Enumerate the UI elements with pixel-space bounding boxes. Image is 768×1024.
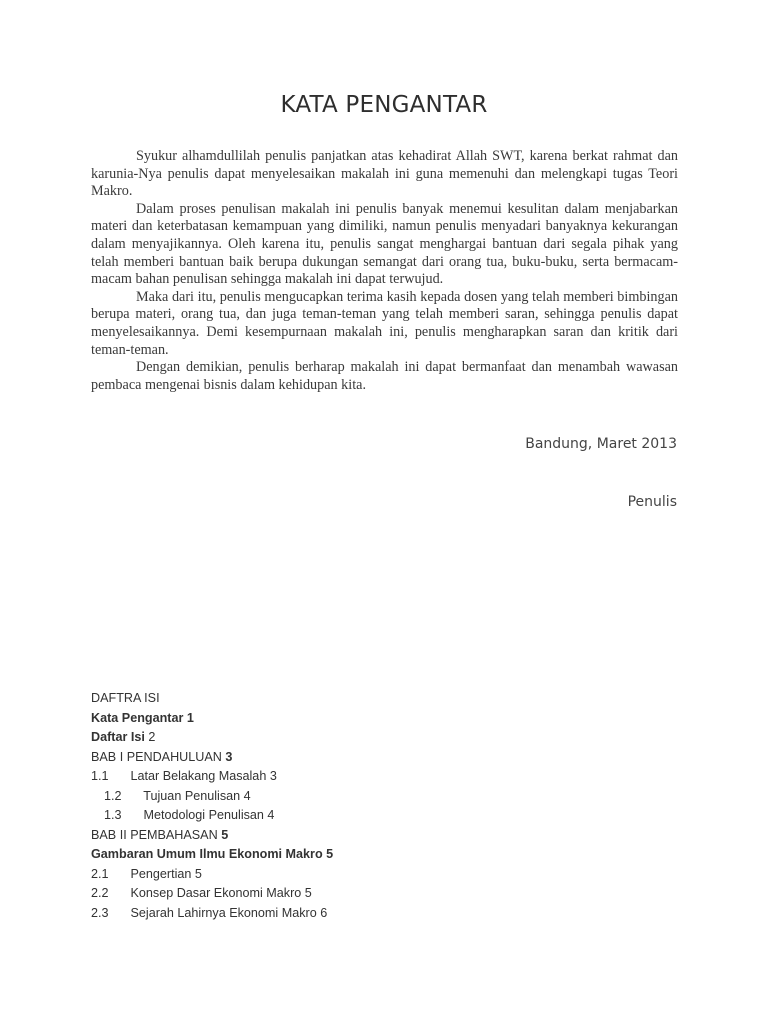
toc-entry-number: 1.2 [104, 788, 122, 803]
toc-entry-label: Latar Belakang Masalah [130, 769, 267, 783]
toc-entry-page: 2 [148, 730, 156, 744]
toc-entry-number: 2.3 [91, 905, 109, 920]
toc-entry-label: Gambaran Umum Ilmu Ekonomi Makro [91, 847, 323, 861]
toc-entry-page: 5 [194, 866, 202, 881]
toc-entry-label: Sejarah Lahirnya Ekonomi Makro [130, 905, 317, 920]
toc-entry-label: Pengertian [130, 866, 192, 881]
toc-entry-1-3 [91, 806, 691, 826]
toc-entry-daftar-isi [91, 728, 691, 748]
toc-entry-label: Metodologi Penulisan [143, 808, 264, 822]
toc-entry-page: 4 [267, 808, 275, 822]
toc-entry-label: Kata Pengantar [91, 710, 184, 725]
preface-body [91, 148, 678, 394]
toc-entry-page: 5 [326, 847, 334, 861]
place-date: Bandung, Maret 2013 [525, 436, 677, 452]
toc-entry-1-1 [91, 767, 691, 787]
toc-entry-gambaran-umum [91, 845, 691, 865]
page-title: KATA PENGANTAR [280, 92, 488, 118]
signer: Penulis [627, 494, 677, 510]
toc-entry-page: 1 [186, 710, 194, 725]
toc-entry-page: 5 [221, 827, 229, 842]
toc-entry-label: Daftar Isi [91, 730, 145, 744]
paragraph-3: Maka dari itu, penulis mengucapkan terima kasih kepada dosen yang telah memberi bimbingan berupa materi, orang tua, dan juga teman-teman yang telah memberi saran, sehingga penulis dapat menyelesaikannya. Demi kesempurnaan makalah ini, penulis mengharapkan saran dan kritik dari teman-teman. [91, 288, 678, 358]
toc-entry-number: 1.1 [91, 769, 109, 783]
toc-entry-page: 6 [320, 905, 328, 920]
toc-entry-kata-pengantar [91, 709, 691, 729]
toc-entry-label: BAB II PEMBAHASAN [91, 827, 218, 842]
toc-entry-number: 2.2 [91, 886, 109, 900]
toc-entry-label: BAB I PENDAHULUAN [91, 749, 222, 764]
toc-entry-2-3 [91, 904, 691, 924]
toc-entry-number: 2.1 [91, 866, 109, 881]
toc-entry-bab-1 [91, 748, 691, 768]
toc-title: DAFTRA ISI [91, 691, 160, 705]
toc-entry-page: 3 [269, 769, 277, 783]
toc-entry-number: 1.3 [104, 808, 122, 822]
toc-entry-label: Tujuan Penulisan [143, 788, 241, 803]
paragraph-1: Syukur alhamdullilah penulis panjatkan atas kehadirat Allah SWT, karena berkat rahmat dan karunia-Nya penulis dapat menyelesaikan makalah ini guna memenuhi dan melengkapi tugas Teori Makro. [91, 148, 678, 200]
toc-entry-page: 3 [225, 749, 233, 764]
table-of-contents [91, 689, 691, 923]
toc-entry-page: 4 [243, 788, 251, 803]
toc-entry-page: 5 [304, 886, 312, 900]
toc-entry-2-1 [91, 865, 691, 885]
toc-entry-2-2 [91, 884, 691, 904]
paragraph-4: Dengan demikian, penulis berharap makalah ini dapat bermanfaat dan menambah wawasan pembaca mengenai bisnis dalam kehidupan kita. [91, 359, 678, 393]
toc-entry-1-2 [91, 787, 691, 807]
toc-entry-bab-2 [91, 826, 691, 846]
toc-entry-label: Konsep Dasar Ekonomi Makro [130, 886, 302, 900]
paragraph-2: Dalam proses penulisan makalah ini penulis banyak menemui kesulitan dalam menjabarkan materi dan keterbatasan kemampuan yang dimiliki, namun penulis menyadari banyaknya kekurangan dalam menyajikannya. Oleh karena itu, penulis sangat menghargai bantuan dari segala pihak yang telah memberi bantuan baik berupa dukungan semangat dari orang tua, buku-buku, serta bermacam-macam bahan penulisan sehingga makalah ini dapat terwujud. [91, 200, 678, 288]
